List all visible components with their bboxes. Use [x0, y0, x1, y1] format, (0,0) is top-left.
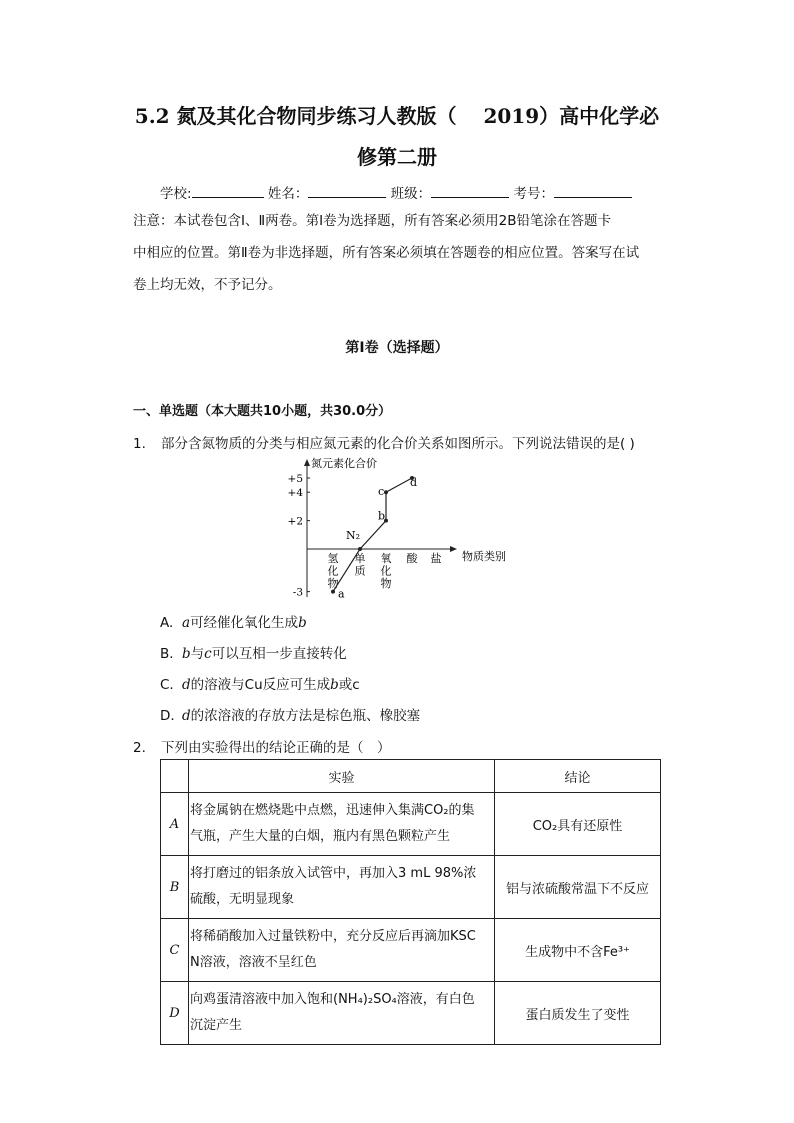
exp-line: 沉淀产生	[190, 1018, 243, 1033]
y-axis-arrow	[304, 459, 310, 466]
school-label: 学校:	[160, 186, 192, 202]
option-label: A.	[160, 615, 174, 631]
option-var: b	[182, 646, 191, 662]
y-tick-label: +5	[287, 473, 303, 485]
page-title-line2: 修第二册	[357, 145, 437, 169]
page-title-line1: 5.2 氮及其化合物同步练习人教版（ 2019）高中化学必	[134, 104, 660, 128]
category-label: 物	[380, 577, 392, 590]
table-row	[161, 919, 661, 982]
notice-line: 卷上均无效，不予记分。	[133, 277, 282, 293]
option-text: 可以互相一步直接转化	[211, 646, 347, 662]
table-header-experiment: 实验	[189, 760, 495, 793]
category-label: 盐	[430, 552, 442, 565]
table-header-row	[161, 760, 661, 793]
question-2	[133, 736, 391, 756]
table-row	[161, 982, 661, 1045]
notice-line: 中相应的位置。第Ⅱ卷为非选择题，所有答案必须填在答题卷的相应位置。答案写在试	[133, 245, 640, 261]
option-label: B.	[160, 646, 174, 662]
category-label: 物	[327, 577, 339, 590]
option-text: 的溶液与Cu反应可生成	[190, 677, 331, 693]
question-number: 2.	[133, 740, 146, 756]
experiment-table	[160, 759, 661, 1045]
category-label: 单	[354, 552, 366, 565]
option-text: 的浓溶液的存放方法是棕色瓶、橡胶塞	[190, 708, 421, 724]
row-conclusion: 蛋白质发生了变性	[495, 982, 661, 1045]
school-blank[interactable]	[192, 185, 264, 198]
option-var: d	[182, 677, 191, 693]
valence-chart	[270, 453, 510, 605]
option-label: C.	[160, 677, 174, 693]
name-blank[interactable]	[308, 185, 386, 198]
section-title: 第Ⅰ卷（选择题）	[345, 340, 449, 356]
data-point	[331, 590, 335, 594]
point-label: b	[378, 509, 386, 523]
category-label: 酸	[406, 552, 418, 565]
point-label: a	[338, 587, 345, 601]
option-var: b	[330, 677, 339, 693]
point-label: c	[378, 485, 385, 499]
row-key: C	[161, 919, 189, 982]
row-conclusion: CO₂具有还原性	[495, 793, 661, 856]
row-conclusion: 生成物中不含Fe³⁺	[495, 919, 661, 982]
exp-line: 硫酸，无明显现象	[190, 892, 295, 907]
exp-line: 将打磨过的铝条放入试管中，再加入3 mL 98%浓	[190, 866, 477, 881]
row-experiment	[189, 982, 495, 1045]
class-blank[interactable]	[431, 185, 509, 198]
category-label: 氢	[327, 552, 339, 565]
exp-line: N溶液，溶液不呈红色	[190, 955, 317, 970]
y-tick-label: +4	[287, 487, 303, 500]
point-label: d	[410, 476, 418, 489]
y-tick-label: +2	[287, 515, 303, 528]
option-var: c	[204, 646, 212, 662]
exp-line: 向鸡蛋清溶液中加入饱和(NH₄)₂SO₄溶液，有白色	[190, 992, 475, 1007]
exp-line: 气瓶，产生大量的白烟，瓶内有黑色颗粒产生	[190, 829, 451, 844]
exp-line: 将稀硝酸加入过量铁粉中，充分反应后再滴加KSC	[190, 929, 476, 944]
table-header-conclusion: 结论	[495, 760, 661, 793]
row-key: D	[161, 982, 189, 1045]
data-point	[358, 547, 362, 551]
name-label: 姓名：	[267, 186, 309, 202]
table-header-blank	[161, 760, 189, 793]
exam-no-label: 考号：	[513, 186, 554, 202]
table-row	[161, 856, 661, 919]
student-info-row	[160, 182, 632, 202]
question-stem: 下列由实验得出的结论正确的是（ ）	[161, 740, 391, 756]
x-axis-label: 物质类别	[462, 550, 506, 563]
category-label: 氧	[380, 552, 392, 565]
table-row	[161, 793, 661, 856]
exp-line: 将金属钠在燃烧匙中点燃，迅速伸入集满CO₂的集	[190, 803, 475, 818]
row-conclusion: 铝与浓硫酸常温下不反应	[495, 856, 661, 919]
series-line	[333, 478, 412, 592]
category-label: 化	[327, 564, 339, 578]
option-text: 可经催化氧化生成	[190, 615, 299, 631]
data-point	[384, 490, 388, 494]
point-label: N₂	[346, 529, 361, 542]
option-label: D.	[160, 708, 175, 724]
exam-no-blank[interactable]	[554, 185, 632, 198]
option-a[interactable]	[160, 611, 307, 631]
question-1	[133, 432, 635, 452]
row-experiment	[189, 793, 495, 856]
option-var: b	[298, 615, 307, 631]
option-c[interactable]	[160, 673, 360, 693]
question-stem: 部分含氮物质的分类与相应氮元素的化合价关系如图所示。下列说法错误的是( )	[161, 436, 635, 452]
class-label: 班级：	[390, 186, 432, 202]
category-label: 质	[354, 564, 366, 578]
row-experiment	[189, 856, 495, 919]
option-var: d	[182, 708, 191, 724]
row-key: A	[161, 793, 189, 856]
notice	[133, 205, 663, 301]
option-var: a	[182, 615, 191, 631]
y-tick-label: -3	[292, 586, 303, 599]
option-b[interactable]	[160, 642, 347, 662]
row-key: B	[161, 856, 189, 919]
option-d[interactable]	[160, 704, 420, 724]
row-experiment	[189, 919, 495, 982]
x-axis-arrow	[450, 546, 457, 552]
part-title: 一、单选题（本大题共10小题，共30.0分）	[133, 404, 392, 419]
notice-line: 注意：本试卷包含Ⅰ、Ⅱ两卷。第Ⅰ卷为选择题，所有答案必须用2B铅笔涂在答题卡	[133, 213, 611, 229]
question-number: 1.	[133, 436, 146, 452]
category-label: 化	[380, 564, 392, 578]
y-axis-label: 氮元素化合价	[311, 457, 377, 470]
option-text: 与	[190, 646, 205, 662]
option-text: 或c	[338, 677, 360, 693]
